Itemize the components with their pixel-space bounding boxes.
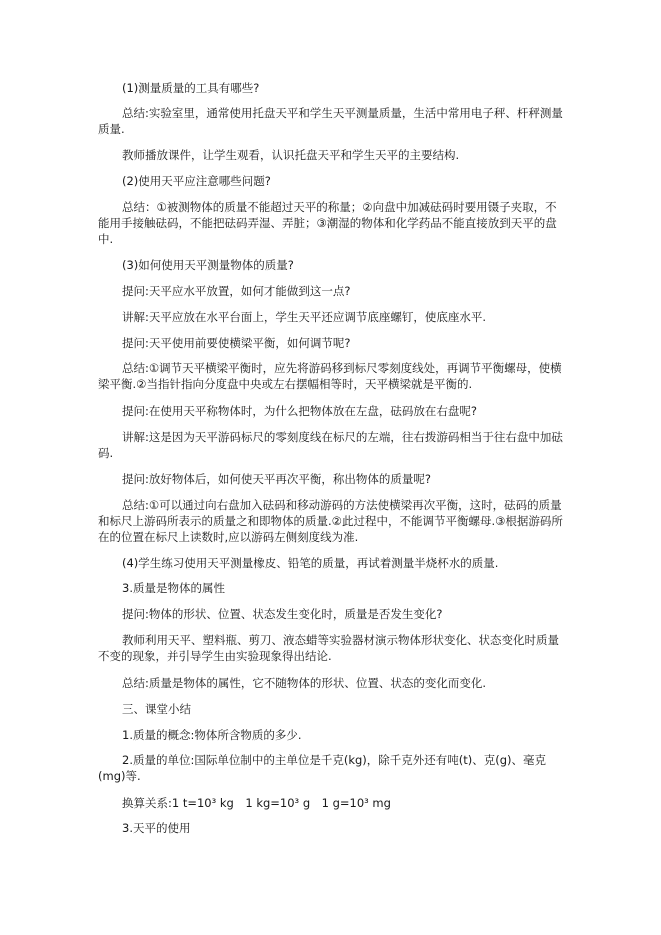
paragraph: 总结：①被测物体的质量不能超过天平的称量；②向盘中加减砝码时要用镊子夹取，不能用手接触砝码，不能把砝码弄湿、弄脏；③潮湿的物体和化学药品不能直接放到天平的盘中. <box>98 200 557 246</box>
paragraph: (3)如何使用天平测量物体的质量? <box>122 258 294 272</box>
paragraph: 1.质量的概念:物体所含物质的多少. <box>122 728 302 742</box>
paragraph: 总结:①调节天平横梁平衡时，应先将游码移到标尺零刻度线处，再调节平衡螺母，使横梁平衡.②当指针指向分度盘中央或左右摆幅相等时，天平横梁就是平衡的. <box>98 361 562 391</box>
paragraph: 提问:在使用天平称物体时，为什么把物体放在左盘，砝码放在右盘呢? <box>122 404 477 418</box>
paragraph: (4)学生练习使用天平测量橡皮、铅笔的质量，再试着测量半烧杯水的质量. <box>122 556 499 570</box>
paragraph: 2.质量的单位:国际单位制中的主单位是千克(kg)，除千克外还有吨(t)、克(g)、毫克(mg)等. <box>98 753 547 783</box>
paragraph: 总结:质量是物体的属性，它不随物体的形状、位置、状态的变化而变化. <box>122 676 487 690</box>
section-heading: 3.质量是物体的属性 <box>122 581 225 595</box>
paragraph: 教师播放课件，让学生观看，认识托盘天平和学生天平的主要结构. <box>122 148 460 162</box>
paragraph: (2)使用天平应注意哪些问题? <box>122 174 271 188</box>
paragraph: 教师利用天平、塑料瓶、剪刀、液态蜡等实验器材演示物体形状变化、状态变化时质量不变的现象，并引导学生由实验现象得出结论. <box>98 633 559 663</box>
paragraph: (1)测量质量的工具有哪些? <box>122 81 260 95</box>
paragraph: 换算关系:1 t=10³ kg 1 kg=10³ g 1 g=10³ mg <box>122 796 391 810</box>
paragraph: 讲解:天平应放在水平台面上，学生天平还应调节底座螺钉，使底座水平. <box>122 310 487 324</box>
paragraph: 总结:实验室里，通常使用托盘天平和学生天平测量质量，生活中常用电子秤、杆秤测量质量. <box>98 106 563 136</box>
paragraph: 总结:①可以通过向右盘加入砝码和移动游码的方法使横梁再次平衡，这时，砝码的质量和标尺上游码所表示的质量之和即物体的质量.②此过程中，不能调节平衡螺母.③根据游码所在的位置在标尺上读数时,应以游码左侧刻度线为准. <box>98 498 563 544</box>
section-heading: 3.天平的使用 <box>122 821 191 835</box>
section-heading: 三、课堂小结 <box>122 702 191 716</box>
paragraph: 提问:天平使用前要使横梁平衡，如何调节呢? <box>122 336 351 350</box>
paragraph: 提问:物体的形状、位置、状态发生变化时，质量是否发生变化? <box>122 607 443 621</box>
paragraph: 提问:天平应水平放置，如何才能做到这一点? <box>122 284 351 298</box>
paragraph: 讲解:这是因为天平游码标尺的零刻度线在标尺的左端，往右拨游码相当于往右盘中加砝码. <box>98 430 563 460</box>
paragraph: 提问:放好物体后，如何使天平再次平衡，称出物体的质量呢? <box>122 472 431 486</box>
